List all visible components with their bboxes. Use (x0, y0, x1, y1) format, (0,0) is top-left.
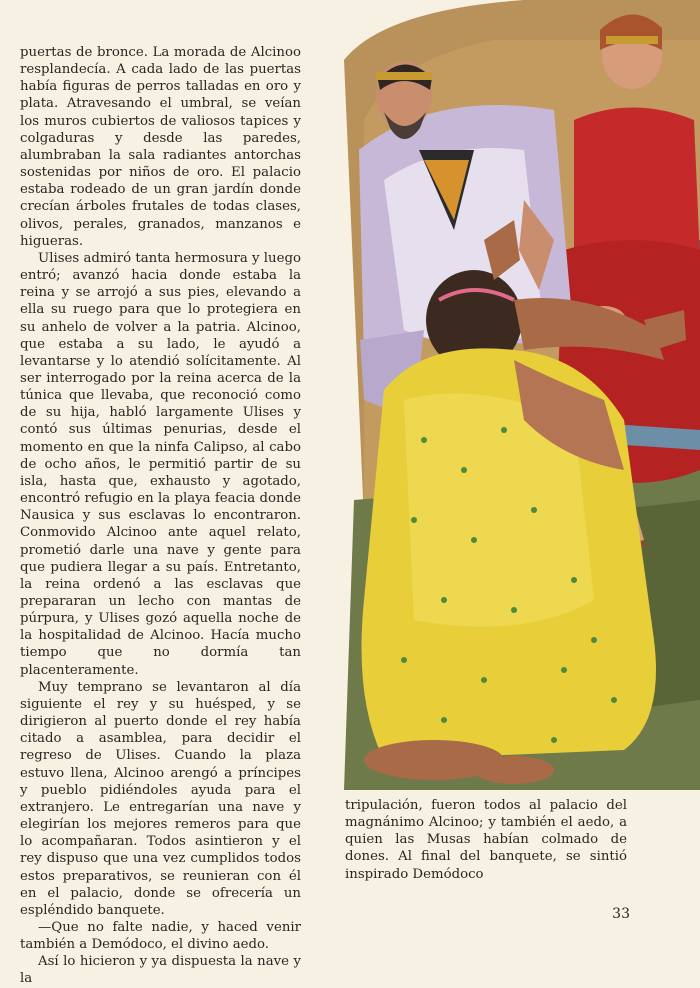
paragraph-2: Ulises admiró tanta hermosura y luego entró; avanzó hacia donde estaba la reina y se arrojó a sus pies, elevando a ella su ruego para que lo protegiera en su anhelo de volver a la patria. Alcinoo, que estaba a su lado, le ayudó a levantarse y lo atendió solícitamente. Al ser interrogado por la reina acerca de la túnica que llevaba, que reconoció como de su hija, habló largamente Ulises y contó sus últimas penurias, desde el momento en que la ninfa Calipso, al cabo de ocho años, le permitió partir de su isla, hasta que, exhausto y agotado, encontró refugio en la playa feacia donde Nausica y sus esclavas lo encontraron. Conmovido Alcinoo ante aquel relato, prometió darle una nave y gente para que pudiera llegar a su país. Entretanto, la reina ordenó a las esclavas que prepararan un lecho con mantas de púrpura, y Ulises gozó aquella noche de la hospitalidad de Alcinoo. Hacía mucho tiempo que no dormía tan placenteramente. (20, 250, 301, 678)
paragraph-3: Muy temprano se levantaron al día siguiente el rey y su huésped, y se dirigieron al puerto donde el rey había citado a asamblea, para decidir el regreso de Ulises. Cuando la plaza estuvo llena, Alcinoo arengó a príncipes y pueblo pidiéndoles ayuda para el extranjero. Le entregarían una nave y elegirían los mejores remeros para que lo acompañaran. Todos asintieron y el rey dispuso que una vez cumplidos todos estos preparativos, se reunieran con él en el palacio, donde se ofrecería un espléndido banquete. (20, 679, 301, 918)
paragraph-5: Así lo hicieron y ya dispuesta la nave y la (20, 954, 301, 987)
paragraph-continued: tripulación, fueron todos al palacio del magnánimo Alcinoo; y también el aedo, a quien las Musas habían colmado de dones. Al final del banquete, se sintió inspirado Demódoco (345, 798, 627, 882)
right-text-column (345, 797, 627, 883)
paragraph-1: puertas de bronce. La morada de Alcinoo resplandecía. A cada lado de las puertas había figuras de perros talladas en oro y plata. Atravesando el umbral, se veían los muros cubiertos de valiosos tapices y colgaduras y desde las paredes, alumbraban la sala radiantes antorchas sostenidas por niños de oro. El palacio estaba rodeado de un gran jardín donde crecían árboles frutales de todas clases, olivos, perales, granados, manzanos e higueras. (20, 45, 301, 249)
left-text-column (20, 44, 301, 988)
page-number: 33 (612, 906, 630, 922)
illustration-ulises-before-queen (324, 0, 700, 790)
paragraph-4: —Que no falte nadie, y haced venir también a Demódoco, el divino aedo. (20, 919, 301, 953)
